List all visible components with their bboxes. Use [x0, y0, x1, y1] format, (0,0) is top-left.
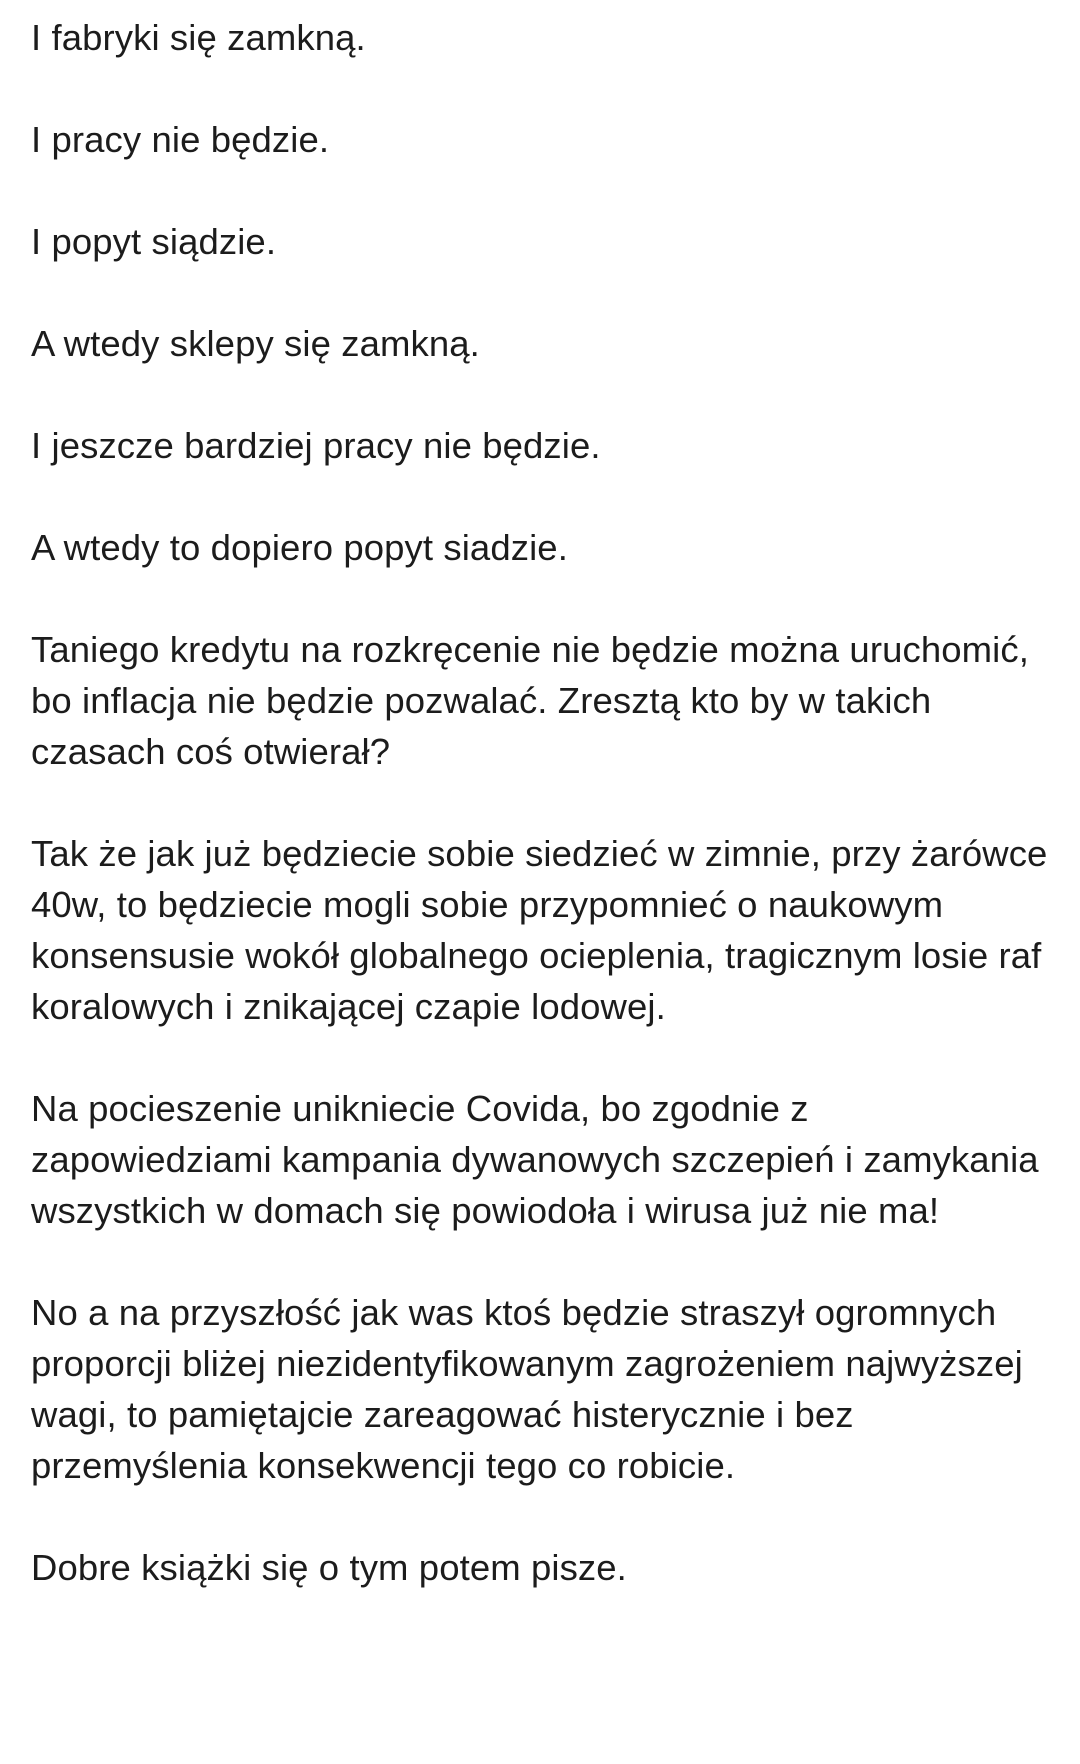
- post-paragraph-4: A wtedy sklepy się zamkną.: [31, 323, 480, 364]
- post-paragraph-11: Dobre książki się o tym potem pisze.: [31, 1547, 627, 1588]
- post-paragraph-7: Taniego kredytu na rozkręcenie nie będzie można uruchomić, bo inflacja nie będzie pozwalać. Zresztą kto by w takich czasach coś otwierał?: [31, 629, 1029, 772]
- post-paragraph-1: I fabryki się zamkną.: [31, 17, 366, 58]
- post-paragraph-10: No a na przyszłość jak was ktoś będzie straszył ogromnych proporcji bliżej niezidentyfikowanym zagrożeniem najwyższej wagi, to pamiętajcie zareagować histerycznie i bez przemyślenia konsekwencji tego co robicie.: [31, 1292, 1023, 1486]
- post-paragraph-3: I popyt siądzie.: [31, 221, 277, 262]
- post-paragraph-8: Tak że jak już będziecie sobie siedzieć w zimnie, przy żarówce 40w, to będziecie mogli sobie przypomnieć o naukowym konsensusie wokół globalnego ocieplenia, tragicznym losie raf koralowych i znikającej czapie lodowej.: [31, 833, 1048, 1027]
- post-body: [31, 12, 1051, 1593]
- post-paragraph-9: Na pocieszenie unikniecie Covida, bo zgodnie z zapowiedziami kampania dywanowych szczepień i zamykania wszystkich w domach się powiodoła i wirusa już nie ma!: [31, 1088, 1039, 1231]
- post-paragraph-5: I jeszcze bardziej pracy nie będzie.: [31, 425, 601, 466]
- post-paragraph-6: A wtedy to dopiero popyt siadzie.: [31, 527, 568, 568]
- post-paragraph-2: I pracy nie będzie.: [31, 119, 330, 160]
